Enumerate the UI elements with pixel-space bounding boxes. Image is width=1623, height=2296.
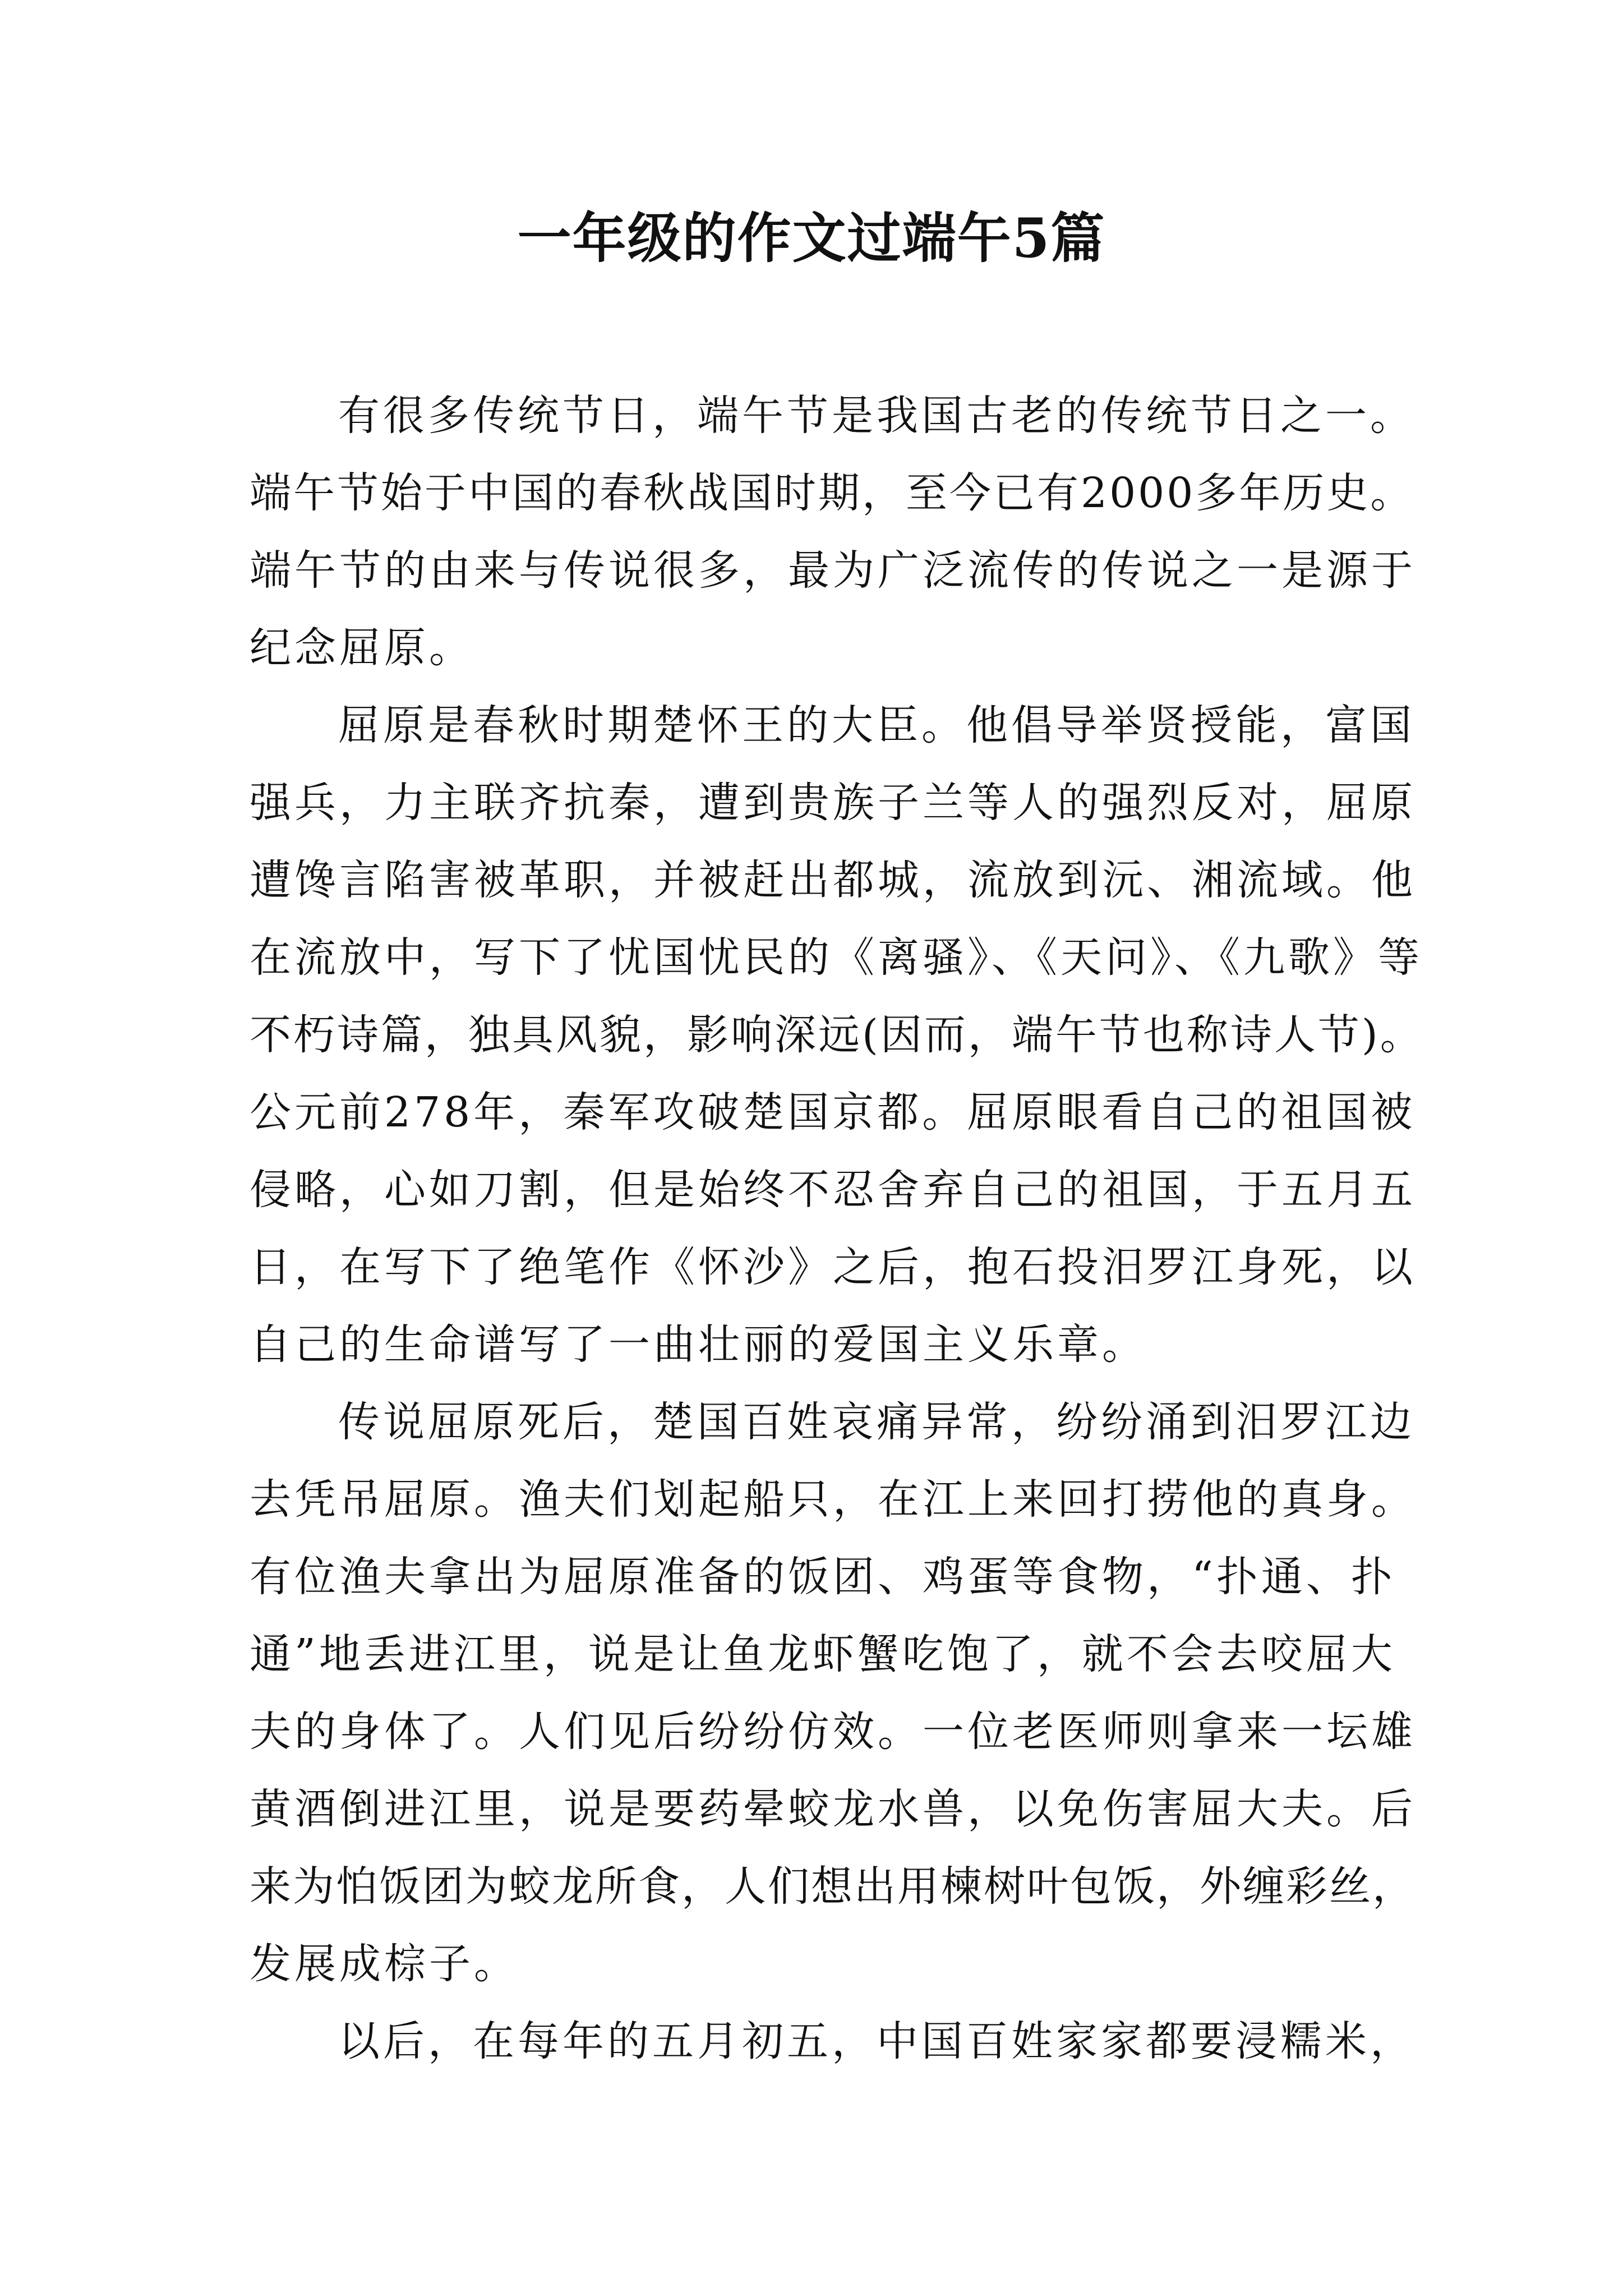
- body-line: 自己的生命谱写了一曲壮丽的爱国主义乐章。: [250, 1320, 1147, 1369]
- body-line: 纪念屈原。: [250, 624, 474, 672]
- body-line: 夫的身体了。人们见后纷纷仿效。一位老医师则拿来一坛雄: [250, 1708, 1416, 1756]
- body-line: 以后，在每年的五月初五，中国百姓家家都要浸糯米，: [338, 2017, 1415, 2065]
- document-body: [250, 377, 1427, 2080]
- body-line: 屈原是春秋时期楚怀王的大臣。他倡导举贤授能，富国: [338, 701, 1415, 749]
- body-line: 传说屈原死后，楚国百姓哀痛异常，纷纷涌到汨罗江边: [338, 1398, 1415, 1446]
- body-line: 黄酒倒进江里，说是要药晕蛟龙水兽，以免伤害屈大夫。后: [250, 1785, 1416, 1833]
- body-line: 来为怕饭团为蛟龙所食，人们想出用楝树叶包饭，外缠彩丝，: [250, 1862, 1415, 1911]
- body-line: 通”地丢进江里，说是让鱼龙虾蟹吃饱了，就不会去咬屈大: [250, 1630, 1396, 1678]
- body-line: 有位渔夫拿出为屈原准备的饭团、鸡蛋等食物，“扑通、扑: [250, 1553, 1396, 1601]
- body-line: 去凭吊屈原。渔夫们划起船只，在江上来回打捞他的真身。: [250, 1475, 1416, 1524]
- body-line: 强兵，力主联齐抗秦，遭到贵族子兰等人的强烈反对，屈原: [250, 779, 1416, 827]
- body-line: 遭馋言陷害被革职，并被赶出都城，流放到沅、湘流域。他: [250, 856, 1416, 904]
- body-line: 不朽诗篇，独具风貌，影响深远(因而，端午节也称诗人节)。: [250, 1011, 1424, 1059]
- body-line: 端午节始于中国的春秋战国时期，至今已有2000多年历史。: [250, 469, 1414, 517]
- body-line: 端午节的由来与传说很多，最为广泛流传的传说之一是源于: [250, 546, 1416, 595]
- body-line: 公元前278年，秦军攻破楚国京都。屈原眼看自己的祖国被: [250, 1088, 1416, 1137]
- body-line: 发展成棕子。: [250, 1940, 519, 1988]
- body-line: 在流放中，写下了忧国忧民的《离骚》、《天问》、《九歌》等: [250, 933, 1423, 982]
- body-line: 日，在写下了绝笔作《怀沙》之后，抱石投汨罗江身死，以: [250, 1243, 1416, 1291]
- document-title: 一年级的作文过端午5篇: [517, 206, 1106, 270]
- body-line: 侵略，心如刀割，但是始终不忍舍弃自己的祖国，于五月五: [250, 1166, 1416, 1214]
- body-line: 有很多传统节日，端午节是我国古老的传统节日之一。: [338, 392, 1415, 440]
